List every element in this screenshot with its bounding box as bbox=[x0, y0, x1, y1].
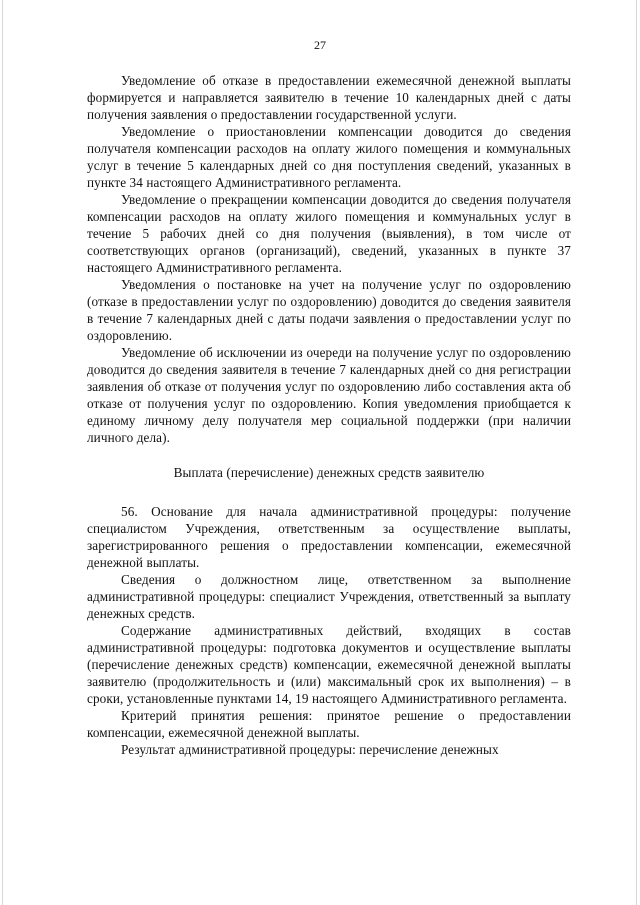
section-heading: Выплата (перечисление) денежных средств заявителю bbox=[173, 465, 485, 480]
page-number: 27 bbox=[314, 38, 326, 52]
paragraph-actions-content: Содержание административных действий, входящих в состав административной процедуры: подготовка документов и осуществление выплаты (перечисление денежных средств) компенсации, ежемесячной денежной выплаты заявителю (продолжительность и (или) максимальный срок их выполнения) – в сроки, установленные пунктами 14, 19 настоящего Административного регламента. bbox=[87, 623, 571, 706]
paragraph-decision-criterion: Критерий принятия решения: принятое решение о предоставлении компенсации, ежемесячной денежной выплаты. bbox=[87, 708, 571, 740]
scan-edge-right bbox=[636, 0, 637, 905]
paragraph-termination-notice: Уведомление о прекращении компенсации доводится до сведения получателя компенсации расходов на оплату жилого помещения и коммунальных услуг в течение 5 рабочих дней со дня получения (выявления), в том числе от соответствующих органов (организаций), сведений, указанных в пункте 37 настоящего Административного регламента. bbox=[87, 192, 571, 275]
paragraph-responsible-official: Сведения о должностном лице, ответственном за выполнение административной процедуры: специалист Учреждения, ответственный за выплату денежных средств. bbox=[87, 572, 571, 621]
scan-edge-left bbox=[2, 0, 3, 905]
paragraph-registration-notice: Уведомления о постановке на учет на получение услуг по оздоровлению (отказе в предоставлении услуг по оздоровлению) доводится до сведения заявителя в течение 7 календарных дней с даты подачи заявления о предоставлении услуг по оздоровлению. bbox=[87, 277, 571, 343]
paragraph-exclusion-notice: Уведомление об исключении из очереди на получение услуг по оздоровлению доводится до сведения заявителя в течение 7 календарных дней со дня регистрации заявления об отказе от получения услуг по оздоровлению либо составления акта об отказе от получения услуг по оздоровлению. Копия уведомления приобщается к единому личному делу получателя мер социальной поддержки (при наличии личного дела). bbox=[87, 345, 571, 445]
document-body bbox=[87, 72, 571, 758]
paragraph-procedure-basis: 56. Основание для начала административной процедуры: получение специалистом Учреждения, ответственным за осуществление выплаты, зарегистрированного решения о предоставлении компенсации, ежемесячной денежной выплаты. bbox=[87, 504, 571, 570]
paragraph-refusal-notice: Уведомление об отказе в предоставлении ежемесячной денежной выплаты формируется и направляется заявителю в течение 10 календарных дней с даты получения заявления о предоставлении государственной услуги. bbox=[87, 73, 571, 122]
paragraph-procedure-result: Результат административной процедуры: перечисление денежных bbox=[121, 742, 499, 757]
paragraph-suspension-notice: Уведомление о приостановлении компенсации доводится до сведения получателя компенсации расходов на оплату жилого помещения и коммунальных услуг в течение 5 календарных дней со дня поступления сведений, указанных в пункте 34 настоящего Административного регламента. bbox=[87, 124, 571, 190]
